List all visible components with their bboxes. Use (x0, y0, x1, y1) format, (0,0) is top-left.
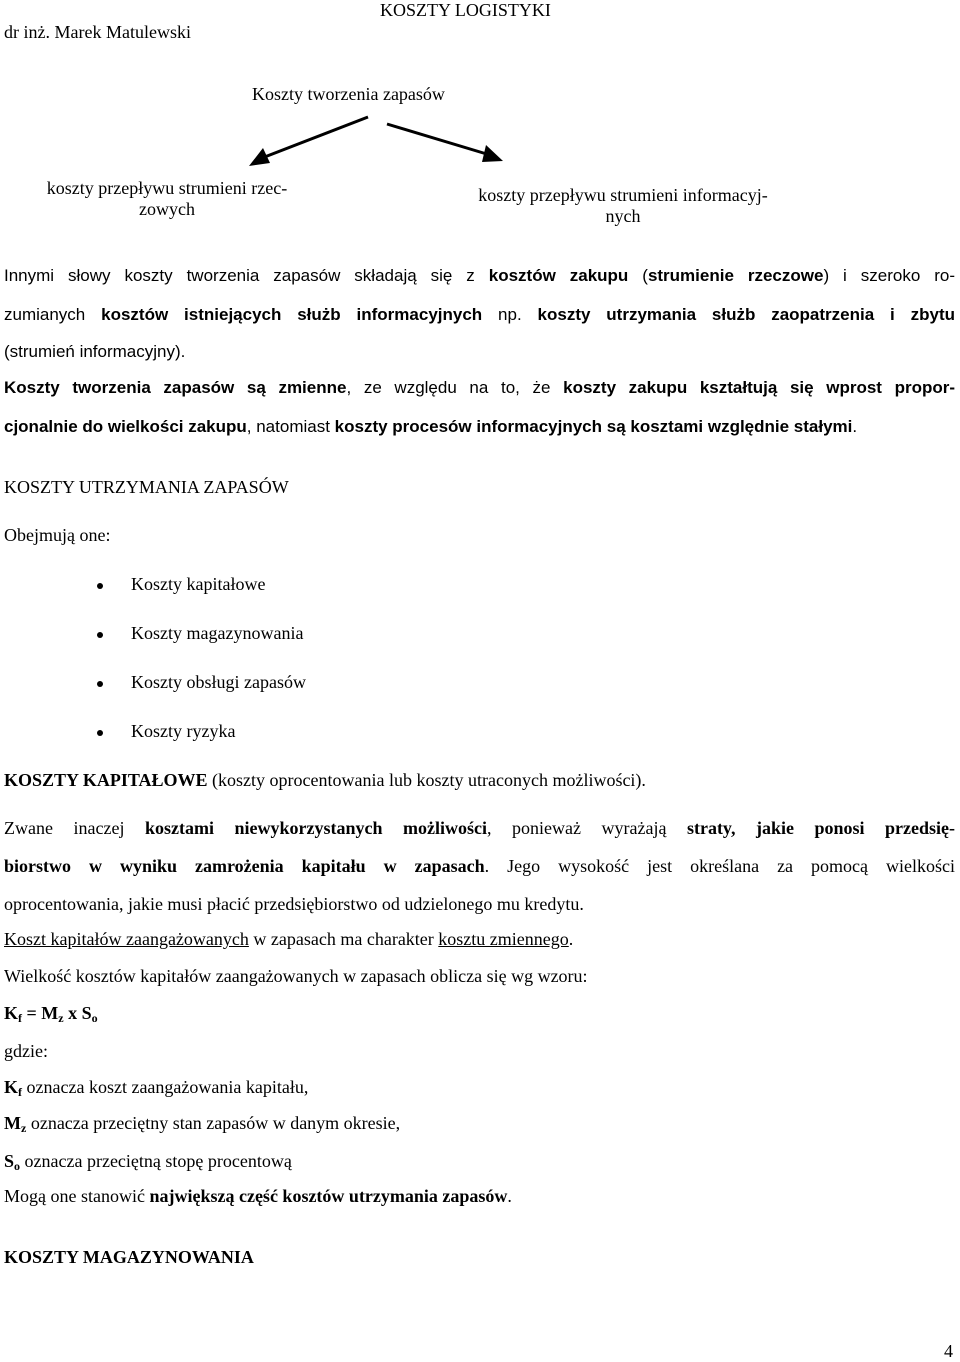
where-label: gdzie: (4, 1041, 48, 1061)
capital-p4: Koszt kapitałów zaangażowanych w zapasach ma charakter kosztu zmiennego. (4, 929, 574, 949)
author-name: dr inż. Marek Matulewski (4, 22, 191, 42)
list-item: Koszty obsługi zapasów (131, 672, 306, 692)
section-heading-utrzymania: KOSZTY UTRZYMANIA ZAPASÓW (4, 477, 289, 497)
capital-p2: biorstwo w wyniku zamrożenia kapitału w zapasach. Jego wysokość jest określana za pomocą wielkości (4, 856, 955, 876)
para1-line3: (strumień informacyjny). (4, 342, 186, 361)
diagram-right-line2: nych (605, 206, 641, 226)
arrowhead-left (249, 148, 270, 166)
formula: $K_f = M_z$ x $S_o$ (4, 1003, 98, 1025)
capital-heading: KOSZTY KAPITAŁOWE (koszty oprocentowania lub koszty utraconych możliwości). (4, 770, 646, 790)
page-number: 4 (944, 1341, 953, 1361)
diagram-root: Koszty tworzenia zapasów (252, 84, 445, 104)
capital-conclusion: Mogą one stanowić największą część kosztów utrzymania zapasów. (4, 1186, 512, 1206)
arrow-right (387, 124, 490, 155)
diagram-right-line1: koszty przepływu strumieni informacyj- (478, 185, 768, 205)
para2-line1: Koszty tworzenia zapasów są zmienne, ze względu na to, że koszty zakupu kształtują się wprost propor- (4, 378, 956, 397)
bullet-icon (97, 730, 103, 736)
definition-so: $S_o$ oznacza przeciętną stopę procentową (4, 1151, 292, 1173)
section-heading-magazynowania: KOSZTY MAGAZYNOWANIA (4, 1247, 254, 1267)
diagram-left-node (22, 178, 312, 220)
bullet-icon (97, 681, 103, 687)
bullet-icon (97, 583, 103, 589)
diagram-left-line2: zowych (139, 199, 195, 219)
definition-mz: $M_z$ oznacza przeciętny stan zapasów w danym okresie, (4, 1113, 401, 1135)
capital-p3: oprocentowania, jakie musi płacić przedsiębiorstwo od udzielonego mu kredytu. (4, 894, 584, 914)
list-item: Koszty ryzyka (131, 721, 236, 741)
capital-p5: Wielkość kosztów kapitałów zaangażowanych w zapasach oblicza się wg wzoru: (4, 966, 588, 986)
para1-line2: zumianych kosztów istniejących służb informacyjnych np. koszty utrzymania służb zaopatrzenia i zbytu (4, 305, 955, 324)
document-title: KOSZTY LOGISTYKI (380, 0, 551, 20)
arrow-left (262, 117, 368, 158)
arrowhead-right (482, 145, 503, 162)
capital-p1: Zwane inaczej kosztami niewykorzystanych możliwości, ponieważ wyrażają straty, jakie ponosi przedsię- (4, 818, 955, 838)
list-item: Koszty magazynowania (131, 623, 304, 643)
definition-kf: $K_f$ oznacza koszt zaangażowania kapitału, (4, 1077, 309, 1099)
list-item: Koszty kapitałowe (131, 574, 266, 594)
para2-line2: cjonalnie do wielkości zakupu, natomiast koszty procesów informacyjnych są kosztami względnie stałymi. (4, 417, 858, 436)
diagram-right-node (448, 185, 798, 227)
bullet-icon (97, 632, 103, 638)
diagram-left-line1: koszty przepływu strumieni rzec- (46, 178, 288, 198)
para1-line1: Innymi słowy koszty tworzenia zapasów składają się z kosztów zakupu (strumienie rzeczowe) i szeroko ro- (4, 266, 955, 285)
section-intro: Obejmują one: (4, 525, 111, 545)
